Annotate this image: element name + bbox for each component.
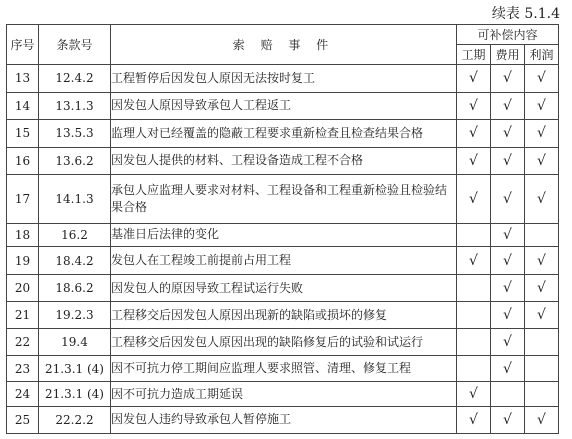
claim-event: 监理人对已经覆盖的隐蔽工程要求重新检查且检查结果合格 bbox=[111, 119, 457, 147]
check-mark: √ bbox=[503, 97, 512, 114]
check-cost bbox=[491, 406, 525, 433]
check-period bbox=[457, 92, 491, 119]
check-cost bbox=[491, 275, 525, 302]
claim-event: 因发包人的原因导致工程试运行失败 bbox=[111, 275, 457, 302]
claim-event: 工程暂停后因发包人原因无法按时复工 bbox=[111, 65, 457, 93]
clause-number: 21.3.1 (4) bbox=[39, 356, 111, 382]
table-row bbox=[7, 302, 559, 329]
check-mark: √ bbox=[537, 280, 546, 297]
check-mark: √ bbox=[503, 125, 512, 142]
check-mark: √ bbox=[469, 97, 478, 114]
claim-event: 因发包人提供的材料、工程设备造成工程不合格 bbox=[111, 147, 457, 174]
check-mark: √ bbox=[503, 411, 512, 428]
check-mark: √ bbox=[537, 307, 546, 324]
check-cost bbox=[491, 302, 525, 329]
check-mark: √ bbox=[537, 252, 546, 269]
check-mark: √ bbox=[503, 226, 512, 243]
claim-event: 因不可抗力停工期间应监理人要求照管、清理、修复工程 bbox=[111, 356, 457, 382]
table-row bbox=[7, 174, 559, 223]
clause-number: 18.4.2 bbox=[39, 247, 111, 275]
check-profit bbox=[525, 119, 559, 147]
check-period bbox=[457, 275, 491, 302]
check-period bbox=[457, 223, 491, 247]
row-number: 14 bbox=[7, 92, 39, 119]
check-mark: √ bbox=[537, 125, 546, 142]
check-mark: √ bbox=[537, 190, 546, 207]
check-profit bbox=[525, 223, 559, 247]
check-mark: √ bbox=[503, 334, 512, 351]
header-cost: 费用 bbox=[491, 45, 525, 65]
claim-event: 发包人在工程竣工前提前占用工程 bbox=[111, 247, 457, 275]
check-mark: √ bbox=[469, 190, 478, 207]
row-number: 24 bbox=[7, 382, 39, 407]
header-no: 序号 bbox=[7, 25, 39, 65]
check-cost bbox=[491, 329, 525, 356]
check-mark: √ bbox=[537, 152, 546, 169]
check-period bbox=[457, 302, 491, 329]
check-cost bbox=[491, 223, 525, 247]
row-number: 15 bbox=[7, 119, 39, 147]
clause-number: 18.6.2 bbox=[39, 275, 111, 302]
clause-number: 21.3.1 (4) bbox=[39, 382, 111, 407]
check-profit bbox=[525, 302, 559, 329]
check-cost bbox=[491, 92, 525, 119]
clause-number: 13.1.3 bbox=[39, 92, 111, 119]
clause-number: 13.5.3 bbox=[39, 119, 111, 147]
check-profit bbox=[525, 382, 559, 407]
table-row bbox=[7, 119, 559, 147]
claims-table bbox=[6, 24, 559, 434]
check-profit bbox=[525, 275, 559, 302]
claim-event: 因发包人违约导致承包人暂停施工 bbox=[111, 406, 457, 433]
check-mark: √ bbox=[469, 411, 478, 428]
check-mark: √ bbox=[537, 97, 546, 114]
check-profit bbox=[525, 65, 559, 93]
check-mark: √ bbox=[469, 386, 478, 403]
check-period bbox=[457, 174, 491, 223]
claim-event: 工程移交后因发包人原因出现新的缺陷或损坏的修复 bbox=[111, 302, 457, 329]
table-row bbox=[7, 329, 559, 356]
row-number: 17 bbox=[7, 174, 39, 223]
claim-event: 因不可抗力造成工期延误 bbox=[111, 382, 457, 407]
check-period bbox=[457, 65, 491, 93]
clause-number: 16.2 bbox=[39, 223, 111, 247]
check-mark: √ bbox=[503, 252, 512, 269]
check-profit bbox=[525, 247, 559, 275]
check-profit bbox=[525, 356, 559, 382]
check-cost bbox=[491, 356, 525, 382]
check-mark: √ bbox=[503, 190, 512, 207]
check-mark: √ bbox=[469, 70, 478, 87]
check-mark: √ bbox=[537, 70, 546, 87]
check-cost bbox=[491, 119, 525, 147]
table-body bbox=[7, 65, 559, 434]
clause-number: 22.2.2 bbox=[39, 406, 111, 433]
table-row bbox=[7, 223, 559, 247]
table-row bbox=[7, 147, 559, 174]
check-period bbox=[457, 119, 491, 147]
check-mark: √ bbox=[503, 70, 512, 87]
header-event: 索 赔 事 件 bbox=[111, 25, 457, 65]
table-row bbox=[7, 406, 559, 433]
check-cost bbox=[491, 174, 525, 223]
row-number: 13 bbox=[7, 65, 39, 93]
check-period bbox=[457, 247, 491, 275]
clause-number: 12.4.2 bbox=[39, 65, 111, 93]
row-number: 18 bbox=[7, 223, 39, 247]
row-number: 20 bbox=[7, 275, 39, 302]
check-profit bbox=[525, 406, 559, 433]
check-mark: √ bbox=[469, 125, 478, 142]
row-number: 21 bbox=[7, 302, 39, 329]
check-mark: √ bbox=[503, 152, 512, 169]
check-period bbox=[457, 356, 491, 382]
table-row bbox=[7, 65, 559, 93]
row-number: 25 bbox=[7, 406, 39, 433]
check-mark: √ bbox=[503, 360, 512, 377]
table-row bbox=[7, 382, 559, 407]
check-mark: √ bbox=[503, 307, 512, 324]
header-clause: 条款号 bbox=[39, 25, 111, 65]
header-profit: 利润 bbox=[525, 45, 559, 65]
claim-event: 承包人应监理人要求对材料、工程设备和工程重新检验且检验结果合格 bbox=[111, 174, 457, 223]
check-profit bbox=[525, 92, 559, 119]
claim-event: 因发包人原因导致承包人工程返工 bbox=[111, 92, 457, 119]
check-mark: √ bbox=[469, 252, 478, 269]
check-mark: √ bbox=[469, 152, 478, 169]
check-cost bbox=[491, 247, 525, 275]
check-mark: √ bbox=[503, 280, 512, 297]
check-cost bbox=[491, 382, 525, 407]
check-profit bbox=[525, 329, 559, 356]
check-profit bbox=[525, 174, 559, 223]
header-compensation: 可补偿内容 bbox=[457, 25, 559, 45]
check-period bbox=[457, 147, 491, 174]
check-cost bbox=[491, 147, 525, 174]
claim-event: 工程移交后因发包人原因出现的缺陷修复后的试验和试运行 bbox=[111, 329, 457, 356]
clause-number: 19.2.3 bbox=[39, 302, 111, 329]
check-mark: √ bbox=[537, 411, 546, 428]
claim-event: 基准日后法律的变化 bbox=[111, 223, 457, 247]
table-caption: 续表 5.1.4 bbox=[491, 6, 560, 22]
table-row bbox=[7, 92, 559, 119]
check-period bbox=[457, 382, 491, 407]
clause-number: 14.1.3 bbox=[39, 174, 111, 223]
check-period bbox=[457, 406, 491, 433]
table-row bbox=[7, 356, 559, 382]
row-number: 22 bbox=[7, 329, 39, 356]
table-row bbox=[7, 247, 559, 275]
check-cost bbox=[491, 65, 525, 93]
row-number: 23 bbox=[7, 356, 39, 382]
row-number: 19 bbox=[7, 247, 39, 275]
check-profit bbox=[525, 147, 559, 174]
clause-number: 13.6.2 bbox=[39, 147, 111, 174]
clause-number: 19.4 bbox=[39, 329, 111, 356]
row-number: 16 bbox=[7, 147, 39, 174]
table-row bbox=[7, 275, 559, 302]
header-period: 工期 bbox=[457, 45, 491, 65]
check-period bbox=[457, 329, 491, 356]
